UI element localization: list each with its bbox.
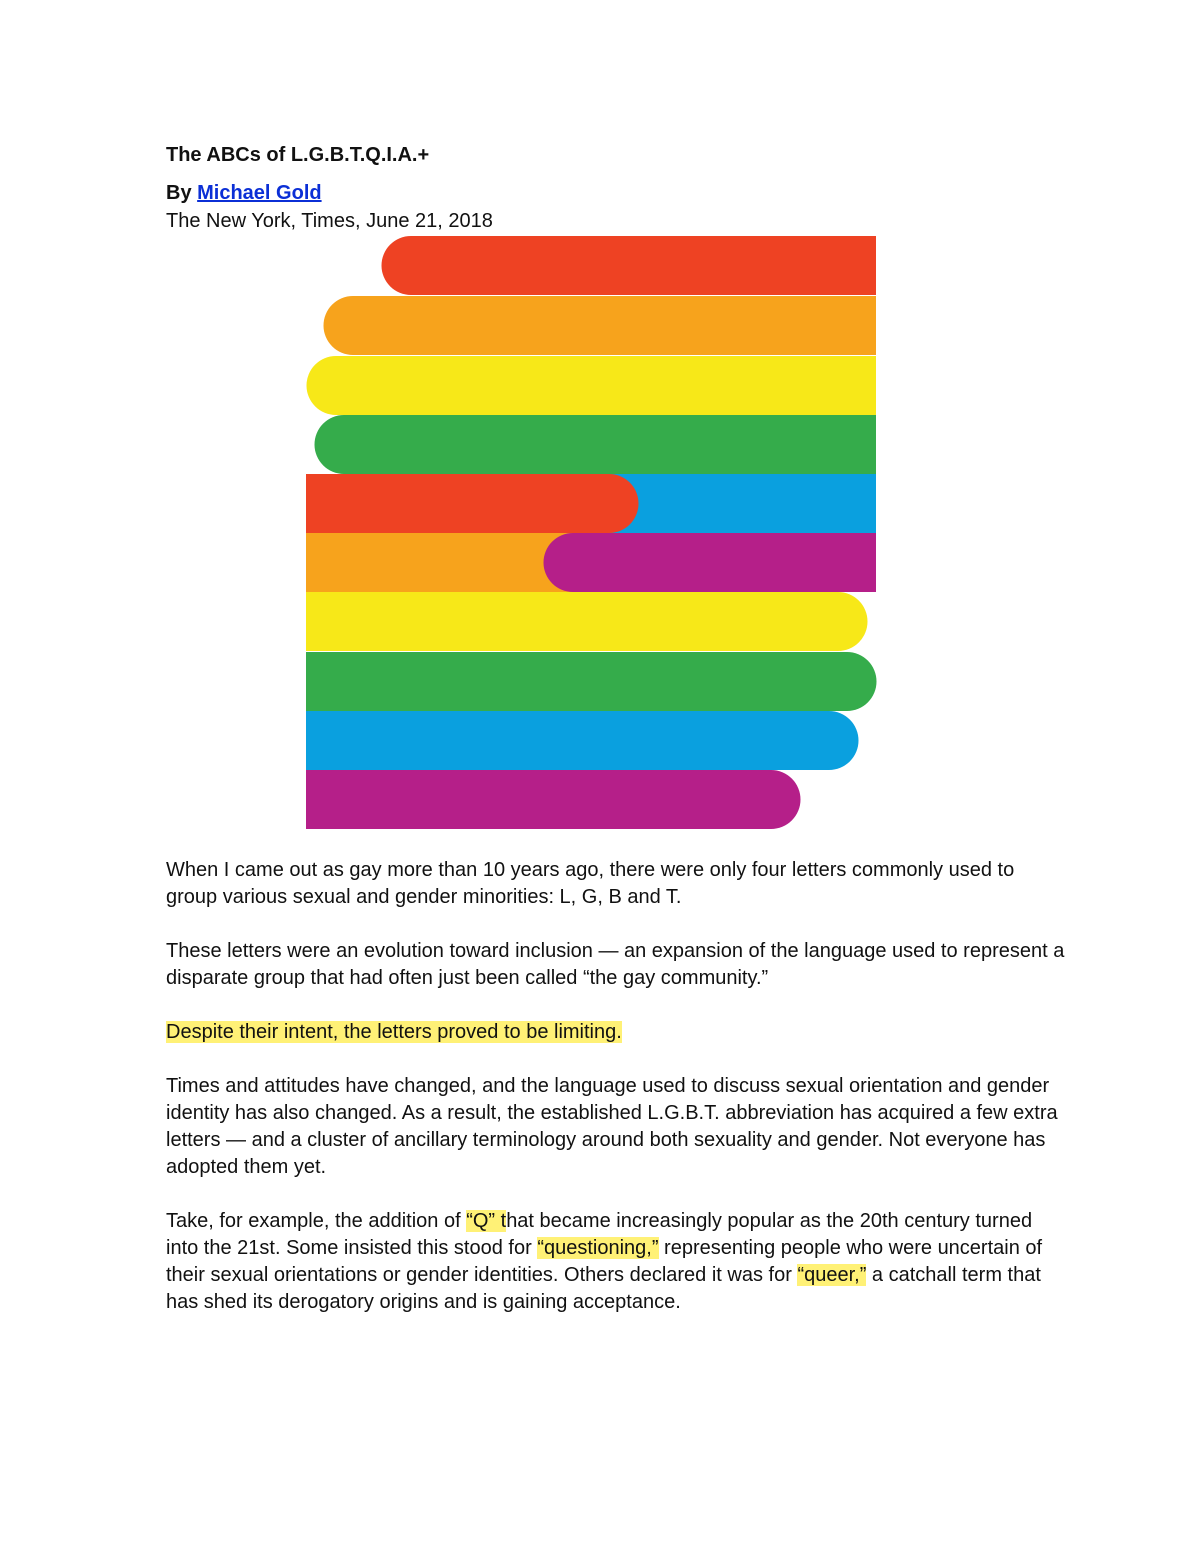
paragraph-4: Times and attitudes have changed, and the language used to discuss sexual orientation and gender identity has also changed. As a result, the established L.G.B.T. abbreviation has acquired a few extra letters — and a cluster of ancillary terminology around both sexuality and gender. Not everyone has adopted them yet. [166,1075,1058,1178]
paragraph-2: These letters were an evolution toward inclusion — an expansion of the language used to represent a disparate group that had often just been called “the gay community.” [166,940,1065,989]
paragraph-1: When I came out as gay more than 10 years ago, there were only four letters commonly used to group various sexual and gender minorities: L, G, B and T. [166,859,1015,908]
highlighted-sentence: Despite their intent, the letters proved to be limiting. [166,1021,622,1043]
stripe-yellow-bottom [306,592,868,651]
article-body [166,857,1066,1343]
highlight-questioning: “questioning,” [537,1237,659,1259]
stripe-green-top [315,415,877,474]
byline-prefix: By [166,182,198,204]
p5-text-a: Take, for example, the addition of [166,1210,467,1232]
stripe-green-bottom [306,652,877,711]
p5-text-d: a catchall term that has shed its derogatory origins and is gaining acceptance. [166,1264,1041,1313]
stripe-yellow-top [307,356,877,415]
article-title: The ABCs of L.G.B.T.Q.I.A.+ [166,144,430,166]
paragraph-5 [166,1208,1066,1316]
stripe-red-left [306,474,639,533]
p5-text-b: hat became increasingly popular as the 20th century turned into the 21st. Some insisted this stood for [166,1210,1033,1259]
highlight-q: “Q” t [466,1210,507,1232]
paragraph-3 [166,1019,1066,1046]
stripe-blue-bottom [306,711,859,770]
publication-info: The New York, Times, June 21, 2018 [166,210,493,232]
stripe-orange-top [324,296,877,355]
stripe-red-top [382,236,877,295]
highlight-queer: “queer,” [797,1264,867,1286]
stripe-purple-bottom [306,770,801,829]
stripe-orange-left [306,533,580,592]
p5-text-c: representing people who were uncertain of their sexual orientations or gender identities. Others declared it was for [166,1237,1043,1286]
author-link[interactable]: Michael Gold [197,182,322,204]
stripe-purple-mid [544,533,877,592]
stripe-blue-mid [600,474,876,533]
